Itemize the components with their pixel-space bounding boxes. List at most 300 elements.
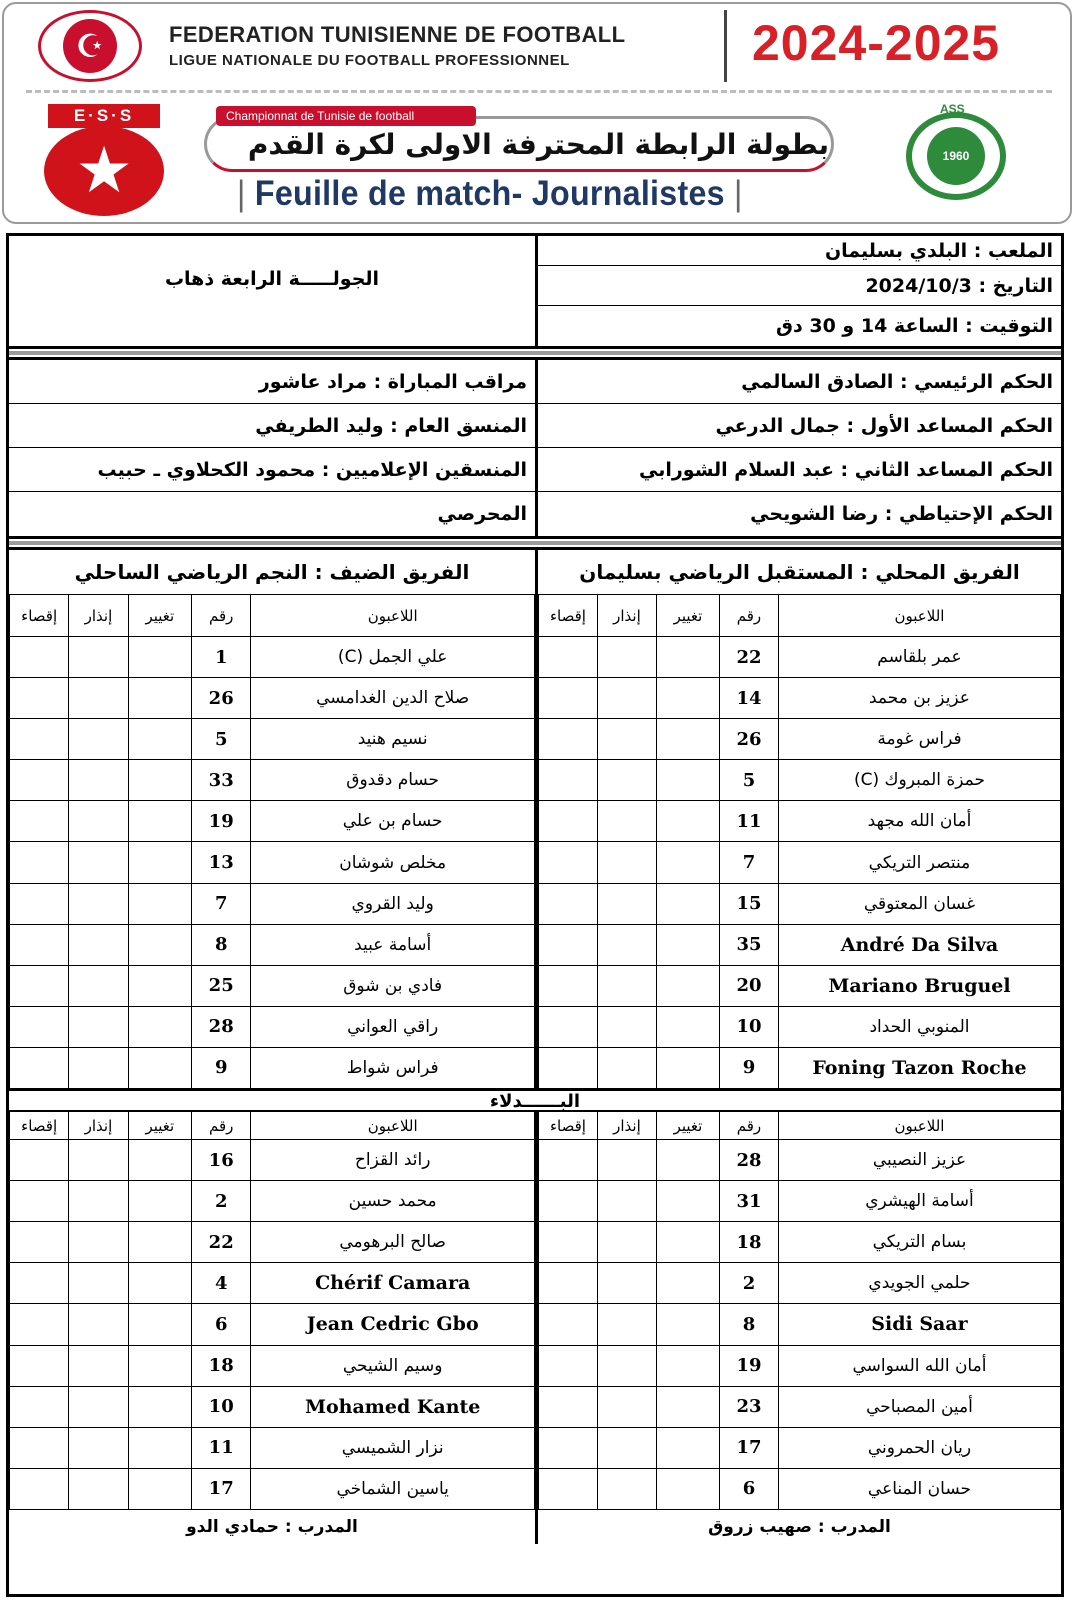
warning-cell[interactable] <box>69 1427 128 1468</box>
player-name: Jean Cedric Gbo <box>251 1304 535 1345</box>
league-subtitle: LIGUE NATIONALE DU FOOTBALL PROFESSIONNEL <box>169 52 570 69</box>
expulsion-cell[interactable] <box>539 1263 598 1304</box>
col-substitution: تغيير <box>656 595 719 637</box>
expulsion-cell[interactable] <box>539 1222 598 1263</box>
player-number: 19 <box>192 801 251 842</box>
player-name: حلمي الجويدي <box>778 1263 1060 1304</box>
warning-cell[interactable] <box>69 883 128 924</box>
col-players: اللاعبون <box>251 595 535 637</box>
expulsion-cell[interactable] <box>10 924 69 965</box>
col-substitution: تغيير <box>128 1112 192 1140</box>
warning-cell[interactable] <box>597 1468 656 1509</box>
ess-logo <box>38 104 168 216</box>
officials-section <box>9 360 1061 536</box>
table-row <box>10 1047 535 1088</box>
player-number: 20 <box>720 965 779 1006</box>
match-info-left <box>9 236 535 346</box>
table-row <box>539 1304 1061 1345</box>
player-number: 6 <box>192 1304 251 1345</box>
col-number: رقم <box>192 595 251 637</box>
col-expulsion: إقصاء <box>539 1112 598 1140</box>
col-substitution: تغيير <box>128 595 192 637</box>
player-name: Sidi Saar <box>778 1304 1060 1345</box>
table-row <box>539 678 1061 719</box>
warning-cell[interactable] <box>69 1468 128 1509</box>
table-row <box>10 1222 535 1263</box>
table-row <box>539 760 1061 801</box>
warning-cell[interactable] <box>597 1006 656 1047</box>
federation-title: FEDERATION TUNISIENNE DE FOOTBALL <box>169 22 626 47</box>
expulsion-cell[interactable] <box>10 1222 69 1263</box>
player-name: أسامة عبيد <box>251 924 535 965</box>
table-row <box>539 965 1061 1006</box>
expulsion-cell[interactable] <box>10 1427 69 1468</box>
player-number: 4 <box>192 1263 251 1304</box>
header-divider <box>724 10 727 82</box>
player-name: صالح البرهومي <box>251 1222 535 1263</box>
substitution-cell[interactable] <box>128 801 192 842</box>
substitution-cell[interactable] <box>656 842 719 883</box>
dashed-separator <box>26 90 1052 93</box>
federation-logo <box>38 10 142 82</box>
substitutes-title: البــــــدلاء <box>9 1089 1061 1111</box>
round-label: الجولـــــة الرابعة ذهاب <box>164 268 380 290</box>
warning-cell[interactable] <box>597 719 656 760</box>
warning-cell[interactable] <box>597 1304 656 1345</box>
expulsion-cell[interactable] <box>10 1345 69 1386</box>
player-name: نسيم هنيد <box>251 719 535 760</box>
substitution-cell[interactable] <box>656 924 719 965</box>
expulsion-cell[interactable] <box>10 1304 69 1345</box>
substitution-cell[interactable] <box>128 1140 192 1181</box>
warning-cell[interactable] <box>597 883 656 924</box>
expulsion-cell[interactable] <box>10 1047 69 1088</box>
expulsion-cell[interactable] <box>10 760 69 801</box>
section-separator <box>9 346 1061 360</box>
player-name: صلاح الدين الغدامسي <box>251 678 535 719</box>
substitution-cell[interactable] <box>128 637 192 678</box>
player-name: مخلص شوشان <box>251 842 535 883</box>
expulsion-cell[interactable] <box>539 1468 598 1509</box>
player-number: 11 <box>720 801 779 842</box>
expulsion-cell[interactable] <box>539 1304 598 1345</box>
col-warning: إنذار <box>597 595 656 637</box>
warning-cell[interactable] <box>69 1181 128 1222</box>
warning-cell[interactable] <box>597 1386 656 1427</box>
col-players: اللاعبون <box>251 1112 535 1140</box>
table-row <box>10 1140 535 1181</box>
expulsion-cell[interactable] <box>10 801 69 842</box>
player-number: 17 <box>192 1468 251 1509</box>
championship-ar: بطولة الرابطة المحترفة الاولى لكرة القدم <box>247 128 829 161</box>
expulsion-cell[interactable] <box>539 719 598 760</box>
substitution-cell[interactable] <box>656 1345 719 1386</box>
player-number: 10 <box>720 1006 779 1047</box>
player-name: علي الجمل (C) <box>251 637 535 678</box>
player-name: نزار الشميسي <box>251 1427 535 1468</box>
player-number: 13 <box>192 842 251 883</box>
expulsion-cell[interactable] <box>539 1386 598 1427</box>
player-number: 25 <box>192 965 251 1006</box>
table-row <box>539 1263 1061 1304</box>
table-row <box>10 924 535 965</box>
home-team-block <box>535 550 1061 1089</box>
player-name: فراس شواط <box>251 1047 535 1088</box>
table-row <box>539 1427 1061 1468</box>
expulsion-cell[interactable] <box>539 637 598 678</box>
warning-cell[interactable] <box>69 1006 128 1047</box>
substitution-cell[interactable] <box>656 678 719 719</box>
warning-cell[interactable] <box>69 1222 128 1263</box>
player-name: حسان المناعي <box>778 1468 1060 1509</box>
crescent-star-icon: ☪ <box>63 19 117 73</box>
stadium-line: الملعب : البلدي بسليمان <box>538 236 1061 266</box>
player-name: أسامة الهيشري <box>778 1181 1060 1222</box>
player-name: راقي العواني <box>251 1006 535 1047</box>
player-name: Mohamed Kante <box>251 1386 535 1427</box>
player-name: فادي بن شوق <box>251 965 535 1006</box>
warning-cell[interactable] <box>597 1181 656 1222</box>
time-line: التوقيت : الساعة 14 و 30 دق <box>776 315 1053 337</box>
player-number: 9 <box>192 1047 251 1088</box>
away-team-block <box>9 550 535 1089</box>
table-header-row <box>539 1112 1061 1140</box>
player-number: 6 <box>720 1468 779 1509</box>
table-header-row <box>10 1112 535 1140</box>
substitution-cell[interactable] <box>128 924 192 965</box>
home-team-title: الفريق المحلي : المستقبل الرياضي بسليمان <box>579 560 1020 584</box>
player-name: محمد حسين <box>251 1181 535 1222</box>
section-separator <box>9 536 1061 550</box>
substitution-cell[interactable] <box>656 637 719 678</box>
col-players: اللاعبون <box>778 1112 1060 1140</box>
player-name: أمين المصباحي <box>778 1386 1060 1427</box>
warning-cell[interactable] <box>69 1345 128 1386</box>
substitution-cell[interactable] <box>656 1006 719 1047</box>
substitution-cell[interactable] <box>656 1263 719 1304</box>
season-label: 2024-2025 <box>752 15 1001 71</box>
player-name: غسان المعتوقي <box>778 883 1060 924</box>
expulsion-cell[interactable] <box>10 1006 69 1047</box>
expulsion-cell[interactable] <box>10 719 69 760</box>
warning-cell[interactable] <box>69 1140 128 1181</box>
substitution-cell[interactable] <box>656 1047 719 1088</box>
player-number: 31 <box>720 1181 779 1222</box>
substitution-cell[interactable] <box>656 1222 719 1263</box>
player-name: ياسين الشماخي <box>251 1468 535 1509</box>
player-name: حمزة المبروك (C) <box>778 760 1060 801</box>
substitution-cell[interactable] <box>128 965 192 1006</box>
expulsion-cell[interactable] <box>539 1047 598 1088</box>
substitution-cell[interactable] <box>128 1263 192 1304</box>
warning-cell[interactable] <box>597 760 656 801</box>
player-number: 28 <box>720 1140 779 1181</box>
player-name: André Da Silva <box>778 924 1060 965</box>
media-coordinators-line: المنسقين الإعلاميين : محمود الكحلاوي ـ حبيب المحرصي <box>9 448 535 492</box>
player-name: بسام التريكي <box>778 1222 1060 1263</box>
col-substitution: تغيير <box>656 1112 719 1140</box>
warning-cell[interactable] <box>69 1263 128 1304</box>
player-number: 5 <box>192 719 251 760</box>
player-number: 18 <box>720 1222 779 1263</box>
referees-block <box>535 360 1061 536</box>
table-row <box>10 1263 535 1304</box>
substitution-cell[interactable] <box>128 883 192 924</box>
table-row <box>539 1468 1061 1509</box>
player-number: 26 <box>192 678 251 719</box>
col-players: اللاعبون <box>778 595 1060 637</box>
home-coach: المدرب : صهيب زروق <box>708 1516 891 1537</box>
warning-cell[interactable] <box>69 1304 128 1345</box>
player-name: حسام بن علي <box>251 801 535 842</box>
substitution-cell[interactable] <box>656 1181 719 1222</box>
player-number: 16 <box>192 1140 251 1181</box>
table-row <box>10 965 535 1006</box>
substitution-cell[interactable] <box>128 1386 192 1427</box>
table-row <box>10 842 535 883</box>
player-number: 1 <box>192 637 251 678</box>
player-name: Chérif Camara <box>251 1263 535 1304</box>
table-row <box>539 1222 1061 1263</box>
player-name: منتصر التريكي <box>778 842 1060 883</box>
table-row <box>10 801 535 842</box>
warning-cell[interactable] <box>69 965 128 1006</box>
player-number: 18 <box>192 1345 251 1386</box>
subs-section <box>9 1111 1061 1544</box>
player-number: 33 <box>192 760 251 801</box>
warning-cell[interactable] <box>597 1263 656 1304</box>
table-row <box>539 1006 1061 1047</box>
warning-cell[interactable] <box>597 842 656 883</box>
warning-cell[interactable] <box>597 965 656 1006</box>
expulsion-cell[interactable] <box>10 842 69 883</box>
expulsion-cell[interactable] <box>10 678 69 719</box>
player-name: حسام دقدوق <box>251 760 535 801</box>
ess-banner: E·S·S <box>48 104 160 128</box>
expulsion-cell[interactable] <box>539 965 598 1006</box>
expulsion-cell[interactable] <box>10 1181 69 1222</box>
player-name: عزيز النصيبي <box>778 1140 1060 1181</box>
match-info-section <box>9 236 1061 346</box>
substitution-cell[interactable] <box>656 883 719 924</box>
warning-cell[interactable] <box>597 1140 656 1181</box>
player-number: 14 <box>720 678 779 719</box>
player-number: 8 <box>720 1304 779 1345</box>
teams-section <box>9 550 1061 1089</box>
expulsion-cell[interactable] <box>539 760 598 801</box>
table-row <box>10 637 535 678</box>
substitution-cell[interactable] <box>656 760 719 801</box>
expulsion-cell[interactable] <box>539 1006 598 1047</box>
player-name: رائد القزاح <box>251 1140 535 1181</box>
table-row <box>10 760 535 801</box>
player-name: ريان الحمروني <box>778 1427 1060 1468</box>
expulsion-cell[interactable] <box>539 801 598 842</box>
substitution-cell[interactable] <box>128 1006 192 1047</box>
expulsion-cell[interactable] <box>539 1140 598 1181</box>
warning-cell[interactable] <box>69 842 128 883</box>
col-warning: إنذار <box>69 1112 128 1140</box>
expulsion-cell[interactable] <box>10 883 69 924</box>
table-row <box>539 1047 1061 1088</box>
substitution-cell[interactable] <box>656 1140 719 1181</box>
table-row <box>539 924 1061 965</box>
expulsion-cell[interactable] <box>539 1345 598 1386</box>
table-row <box>539 801 1061 842</box>
substitution-cell[interactable] <box>656 801 719 842</box>
warning-cell[interactable] <box>69 678 128 719</box>
expulsion-cell[interactable] <box>10 1386 69 1427</box>
player-name: عزيز بن محمد <box>778 678 1060 719</box>
substitution-cell[interactable] <box>656 719 719 760</box>
substitution-cell[interactable] <box>128 1047 192 1088</box>
ass-badge-text: ASS <box>940 102 965 116</box>
table-row <box>10 1304 535 1345</box>
table-row <box>539 842 1061 883</box>
warning-cell[interactable] <box>69 924 128 965</box>
player-number: 7 <box>720 842 779 883</box>
player-number: 26 <box>720 719 779 760</box>
player-name: المنوبي الحداد <box>778 1006 1060 1047</box>
player-name: أمان الله السواسي <box>778 1345 1060 1386</box>
home-starters-table <box>538 594 1061 1089</box>
substitution-cell[interactable] <box>656 1468 719 1509</box>
expulsion-cell[interactable] <box>539 678 598 719</box>
player-name: فراس غومة <box>778 719 1060 760</box>
col-number: رقم <box>720 1112 779 1140</box>
table-row <box>539 719 1061 760</box>
substitution-cell[interactable] <box>128 719 192 760</box>
substitution-cell[interactable] <box>656 965 719 1006</box>
substitution-cell[interactable] <box>128 1181 192 1222</box>
col-number: رقم <box>720 595 779 637</box>
referee-line: الحكم الرئيسي : الصادق السالمي <box>538 360 1061 404</box>
warning-cell[interactable] <box>69 1386 128 1427</box>
substitution-cell[interactable] <box>128 1222 192 1263</box>
player-number: 15 <box>720 883 779 924</box>
player-name: عمر بلقاسم <box>778 637 1060 678</box>
player-number: 23 <box>720 1386 779 1427</box>
col-warning: إنذار <box>597 1112 656 1140</box>
table-row <box>10 1345 535 1386</box>
laurel-icon <box>906 112 1006 200</box>
player-number: 22 <box>720 637 779 678</box>
player-name: وسيم الشيحي <box>251 1345 535 1386</box>
warning-cell[interactable] <box>69 637 128 678</box>
warning-cell[interactable] <box>69 760 128 801</box>
player-number: 10 <box>192 1386 251 1427</box>
warning-cell[interactable] <box>597 678 656 719</box>
expulsion-cell[interactable] <box>10 637 69 678</box>
expulsion-cell[interactable] <box>10 1140 69 1181</box>
table-row <box>539 883 1061 924</box>
sheet-header <box>2 2 1072 224</box>
player-name: أمان الله مجهد <box>778 801 1060 842</box>
expulsion-cell[interactable] <box>539 842 598 883</box>
expulsion-cell[interactable] <box>539 883 598 924</box>
warning-cell[interactable] <box>597 1047 656 1088</box>
table-row <box>539 1181 1061 1222</box>
football-icon: 1960 <box>927 127 985 185</box>
expulsion-cell[interactable] <box>539 924 598 965</box>
player-name: وليد القروي <box>251 883 535 924</box>
warning-cell[interactable] <box>69 719 128 760</box>
warning-cell[interactable] <box>597 637 656 678</box>
substitution-cell[interactable] <box>128 1304 192 1345</box>
player-number: 11 <box>192 1427 251 1468</box>
table-row <box>10 1006 535 1047</box>
table-row <box>10 678 535 719</box>
away-starters-table <box>9 594 535 1089</box>
table-row <box>539 637 1061 678</box>
table-row <box>10 719 535 760</box>
col-number: رقم <box>192 1112 251 1140</box>
table-header-row <box>10 595 535 637</box>
match-sheet <box>6 233 1064 1597</box>
player-number: 22 <box>192 1222 251 1263</box>
fourth-official-line: الحكم الإحتياطي : رضا الشويحي <box>750 503 1053 525</box>
table-row <box>539 1345 1061 1386</box>
expulsion-cell[interactable] <box>10 1263 69 1304</box>
warning-cell[interactable] <box>597 1222 656 1263</box>
substitution-cell[interactable] <box>656 1386 719 1427</box>
substitution-cell[interactable] <box>656 1304 719 1345</box>
player-name: Mariano Bruguel <box>778 965 1060 1006</box>
player-number: 28 <box>192 1006 251 1047</box>
sheet-title: | Feuille de match- Journalistes | <box>237 174 743 213</box>
player-number: 8 <box>192 924 251 965</box>
col-expulsion: إقصاء <box>10 595 69 637</box>
player-number: 7 <box>192 883 251 924</box>
table-row <box>10 1468 535 1509</box>
warning-cell[interactable] <box>597 1345 656 1386</box>
organisers-block <box>9 360 535 536</box>
player-name: Foning Tazon Roche <box>778 1047 1060 1088</box>
date-line: التاريخ : 2024/10/3 <box>538 266 1061 306</box>
expulsion-cell[interactable] <box>10 1468 69 1509</box>
warning-cell[interactable] <box>597 1427 656 1468</box>
col-expulsion: إقصاء <box>539 595 598 637</box>
substitution-cell[interactable] <box>128 1427 192 1468</box>
substitution-cell[interactable] <box>128 842 192 883</box>
assistant2-line: الحكم المساعد الثاني : عبد السلام الشورابي <box>538 448 1061 492</box>
championship-fr: Championnat de Tunisie de football <box>216 106 476 126</box>
substitution-cell[interactable] <box>128 1345 192 1386</box>
coordinator-line: المنسق العام : وليد الطريفي <box>9 404 535 448</box>
warning-cell[interactable] <box>69 801 128 842</box>
substitution-cell[interactable] <box>656 1427 719 1468</box>
warning-cell[interactable] <box>69 1047 128 1088</box>
table-row <box>10 1427 535 1468</box>
player-number: 2 <box>720 1263 779 1304</box>
ass-logo <box>892 102 1024 214</box>
col-expulsion: إقصاء <box>10 1112 69 1140</box>
player-number: 19 <box>720 1345 779 1386</box>
warning-cell[interactable] <box>597 924 656 965</box>
substitution-cell[interactable] <box>128 1468 192 1509</box>
table-row <box>539 1140 1061 1181</box>
substitution-cell[interactable] <box>128 760 192 801</box>
substitution-cell[interactable] <box>128 678 192 719</box>
col-warning: إنذار <box>69 595 128 637</box>
table-row <box>10 883 535 924</box>
away-team-title: الفريق الضيف : النجم الرياضي الساحلي <box>74 560 470 584</box>
away-subs-table <box>9 1111 535 1510</box>
expulsion-cell[interactable] <box>10 965 69 1006</box>
warning-cell[interactable] <box>597 801 656 842</box>
expulsion-cell[interactable] <box>539 1427 598 1468</box>
expulsion-cell[interactable] <box>539 1181 598 1222</box>
